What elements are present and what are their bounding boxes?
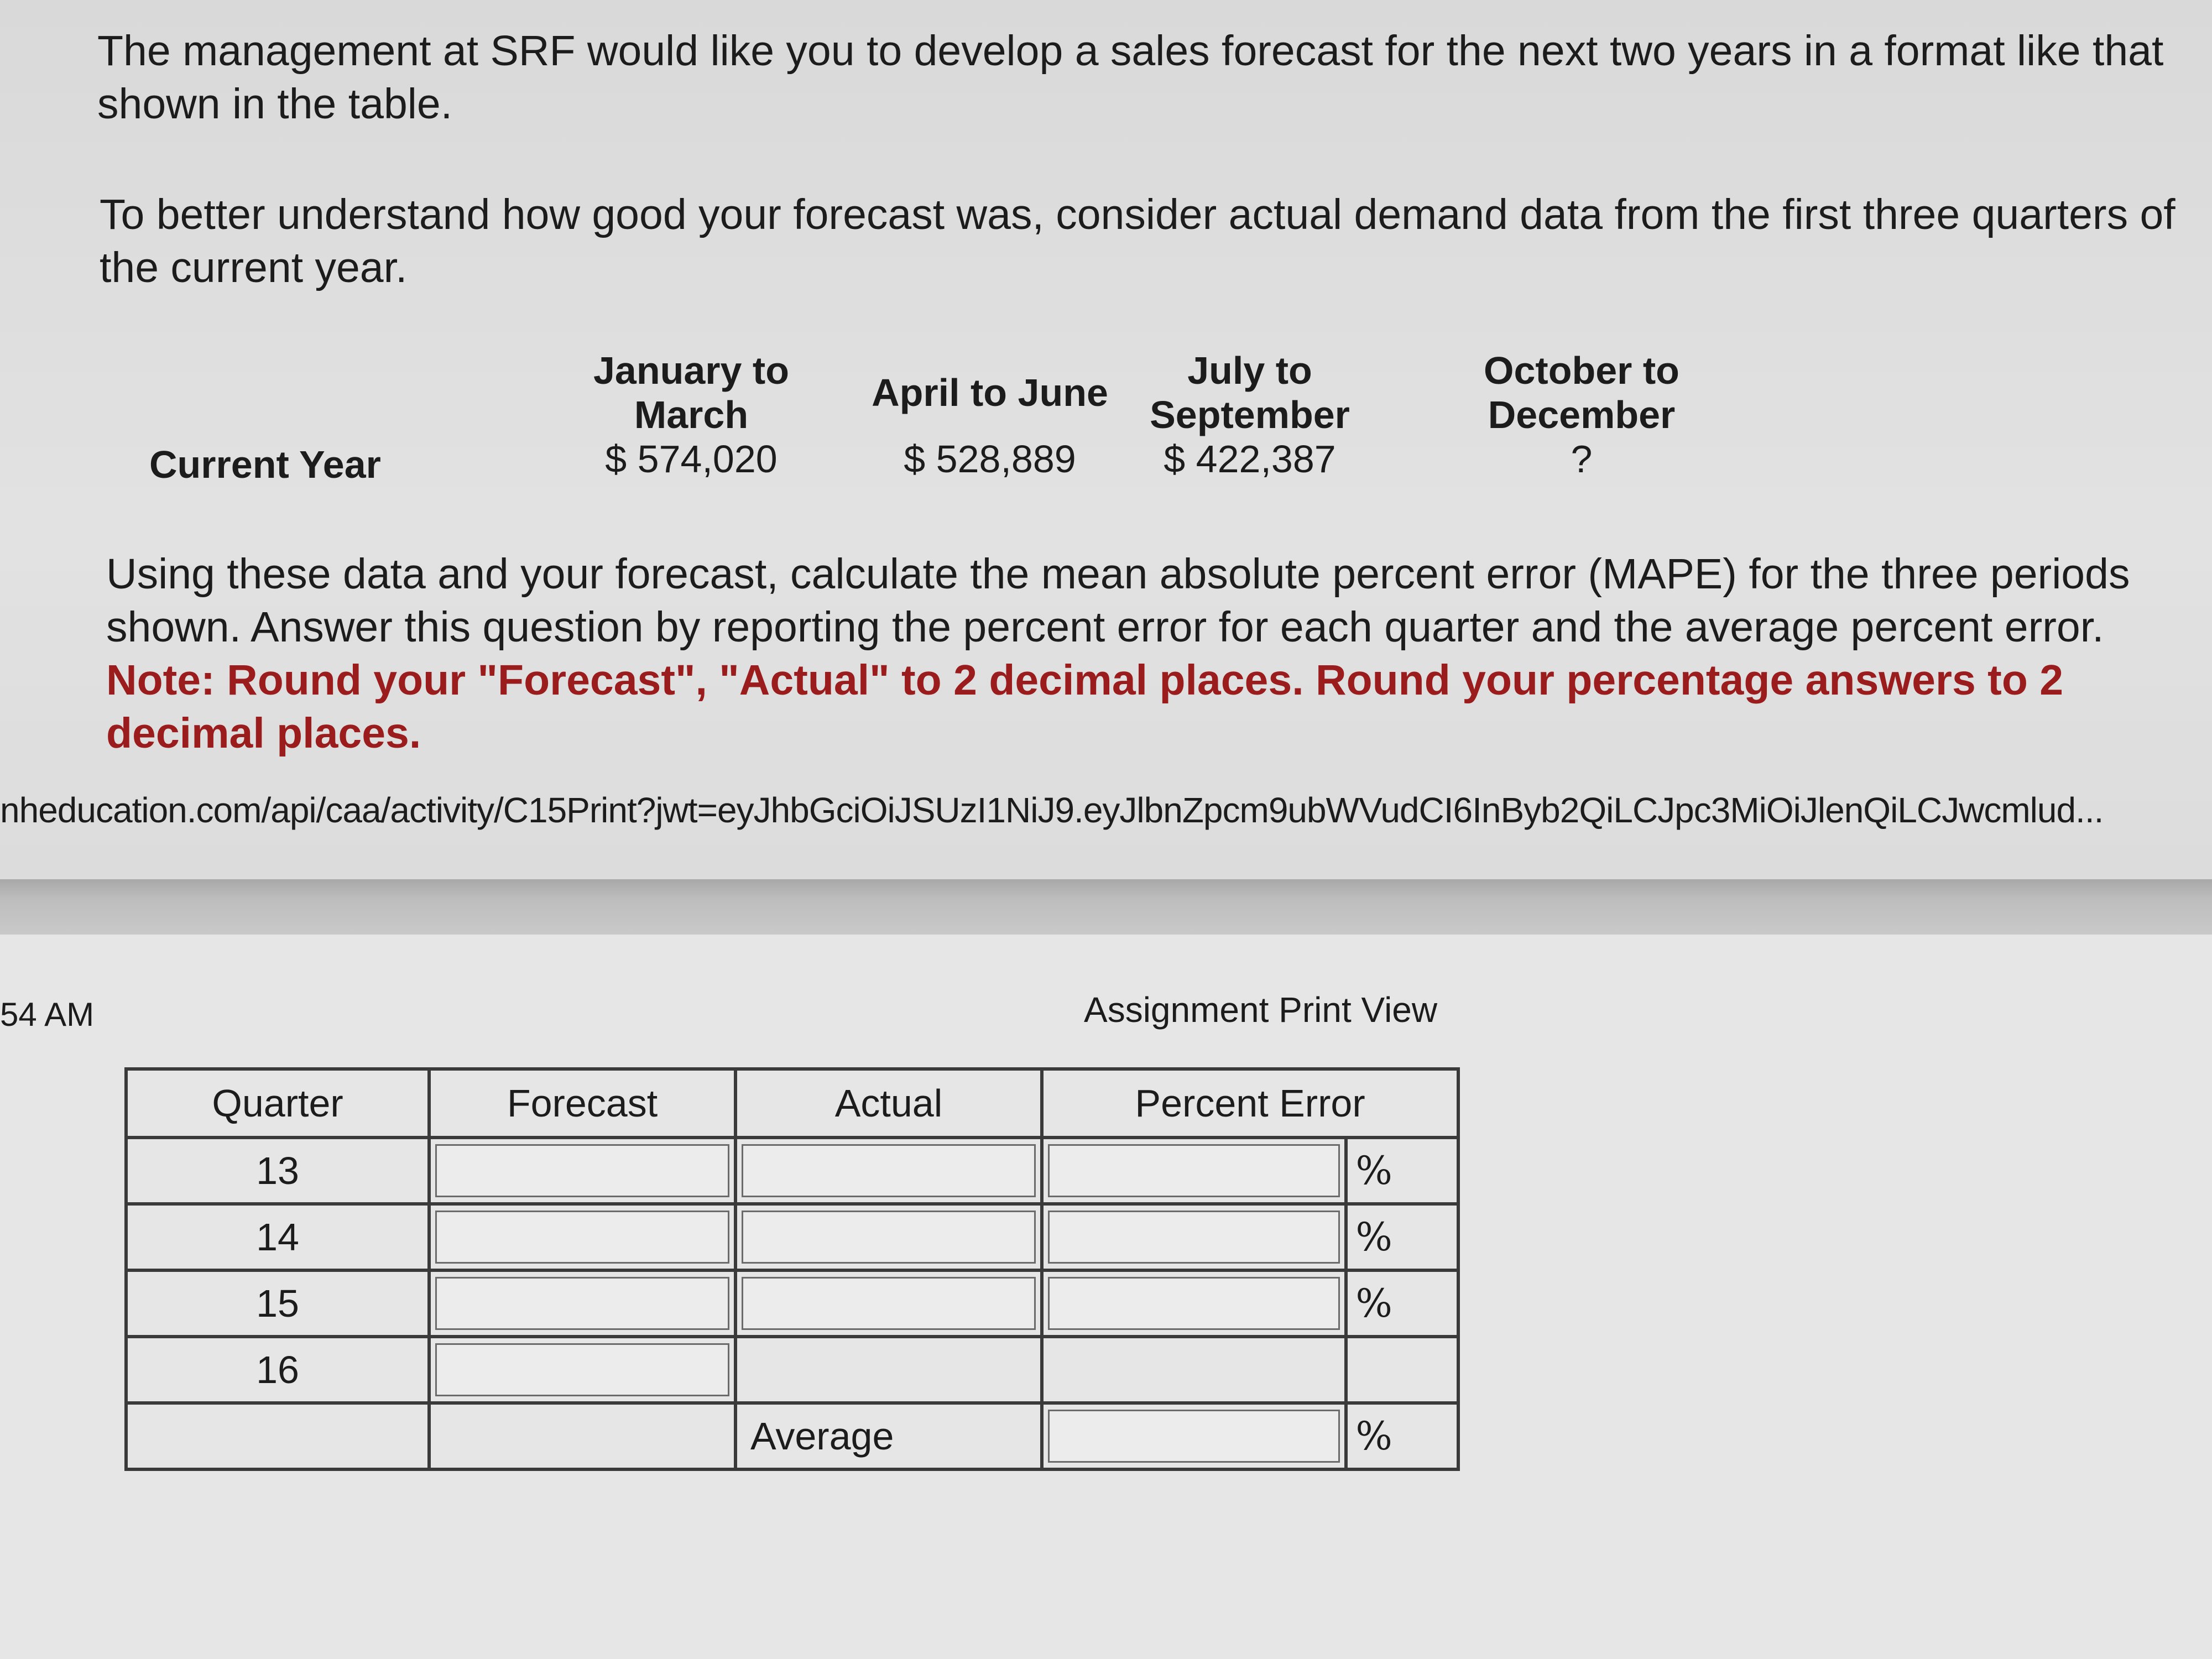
rounding-note: Note: Round your "Forecast", "Actual" to 2 decimal places. Round your percentage answers to 2 decimal places.: [106, 656, 2064, 757]
header-quarter: Quarter: [126, 1069, 429, 1138]
answer-table: [124, 1067, 1460, 1471]
percent-error-cell-empty: [1042, 1337, 1346, 1403]
actual-cell: [735, 1270, 1042, 1337]
quarter-number: 16: [126, 1337, 429, 1403]
table-row: [126, 1270, 1458, 1337]
percent-error-input-14[interactable]: [1048, 1211, 1340, 1264]
intro-paragraph-1: The management at SRF would like you to develop a sales forecast for the next two years in a format like that shown in the table.: [97, 27, 2164, 128]
forecast-input-15[interactable]: [435, 1277, 729, 1330]
header-percent-error: Percent Error: [1042, 1069, 1458, 1138]
average-row-blank-2: [429, 1403, 735, 1469]
average-label: Average: [735, 1403, 1042, 1469]
header-actual: Actual: [735, 1069, 1042, 1138]
percent-error-cell: [1042, 1204, 1346, 1270]
actual-input-15[interactable]: [742, 1277, 1036, 1330]
quarter-header-q1: January to March: [593, 349, 789, 436]
current-year-label: Current Year: [149, 443, 381, 486]
percent-sign-empty: [1346, 1337, 1458, 1403]
print-time: 54 AM: [0, 996, 95, 1033]
percent-error-input-15[interactable]: [1048, 1277, 1340, 1330]
quarter-number: 14: [126, 1204, 429, 1270]
percent-error-cell: [1042, 1138, 1346, 1204]
percent-error-input-13[interactable]: [1048, 1144, 1340, 1197]
answer-table-header: [126, 1069, 1458, 1138]
print-url: nheducation.com/api/caa/activity/C15Print?jwt=eyJhbGciOiJSUzI1NiJ9.eyJlbnZpcm9ubWVudCI6InByb2QiLCJpc3MiOiJlenQiLCJwcmlud...: [0, 790, 2104, 830]
instructions: [106, 547, 2185, 760]
header-forecast: Forecast: [429, 1069, 735, 1138]
percent-sign: %: [1346, 1138, 1458, 1204]
forecast-input-13[interactable]: [435, 1144, 729, 1197]
actual-cell: [735, 1204, 1042, 1270]
table-row: [126, 1337, 1458, 1403]
forecast-cell: [429, 1337, 735, 1403]
current-year-table: [138, 348, 1753, 492]
average-percent-sign: %: [1346, 1403, 1458, 1469]
forecast-input-14[interactable]: [435, 1211, 729, 1264]
average-row: [126, 1403, 1458, 1469]
quarter-value-q3: $ 422,387: [1164, 437, 1336, 481]
quarter-header-q3: July to September: [1150, 349, 1350, 436]
percent-sign: %: [1346, 1204, 1458, 1270]
average-percent-cell: [1042, 1403, 1346, 1469]
print-view-title: Assignment Print View: [1084, 990, 1438, 1030]
forecast-cell: [429, 1138, 735, 1204]
instructions-text: Using these data and your forecast, calculate the mean absolute percent error (MAPE) for the three periods shown. Answer this question by reporting the percent error for each quarter and the average percent error.: [106, 550, 2130, 651]
average-percent-error-input[interactable]: [1048, 1410, 1340, 1463]
actual-input-13[interactable]: [742, 1144, 1036, 1197]
actual-cell: [735, 1138, 1042, 1204]
average-row-blank-1: [126, 1403, 429, 1469]
quarter-value-q2: $ 528,889: [904, 437, 1076, 481]
quarter-number: 15: [126, 1270, 429, 1337]
page-break-band: [0, 879, 2212, 935]
actual-input-14[interactable]: [742, 1211, 1036, 1264]
table-row: [126, 1204, 1458, 1270]
table-row: [126, 1138, 1458, 1204]
quarter-header-q4: October to December: [1484, 349, 1679, 436]
quarter-header-q2: April to June: [872, 371, 1108, 414]
quarter-value-q1: $ 574,020: [605, 437, 778, 481]
intro-paragraph-2: To better understand how good your forecast was, consider actual demand data from the first three quarters of the current year.: [100, 191, 2176, 291]
forecast-cell: [429, 1270, 735, 1337]
forecast-cell: [429, 1204, 735, 1270]
percent-sign: %: [1346, 1270, 1458, 1337]
quarter-number: 13: [126, 1138, 429, 1204]
actual-cell-empty: [735, 1337, 1042, 1403]
quarter-value-q4: ?: [1571, 437, 1593, 481]
forecast-input-16[interactable]: [435, 1343, 729, 1396]
percent-error-cell: [1042, 1270, 1346, 1337]
